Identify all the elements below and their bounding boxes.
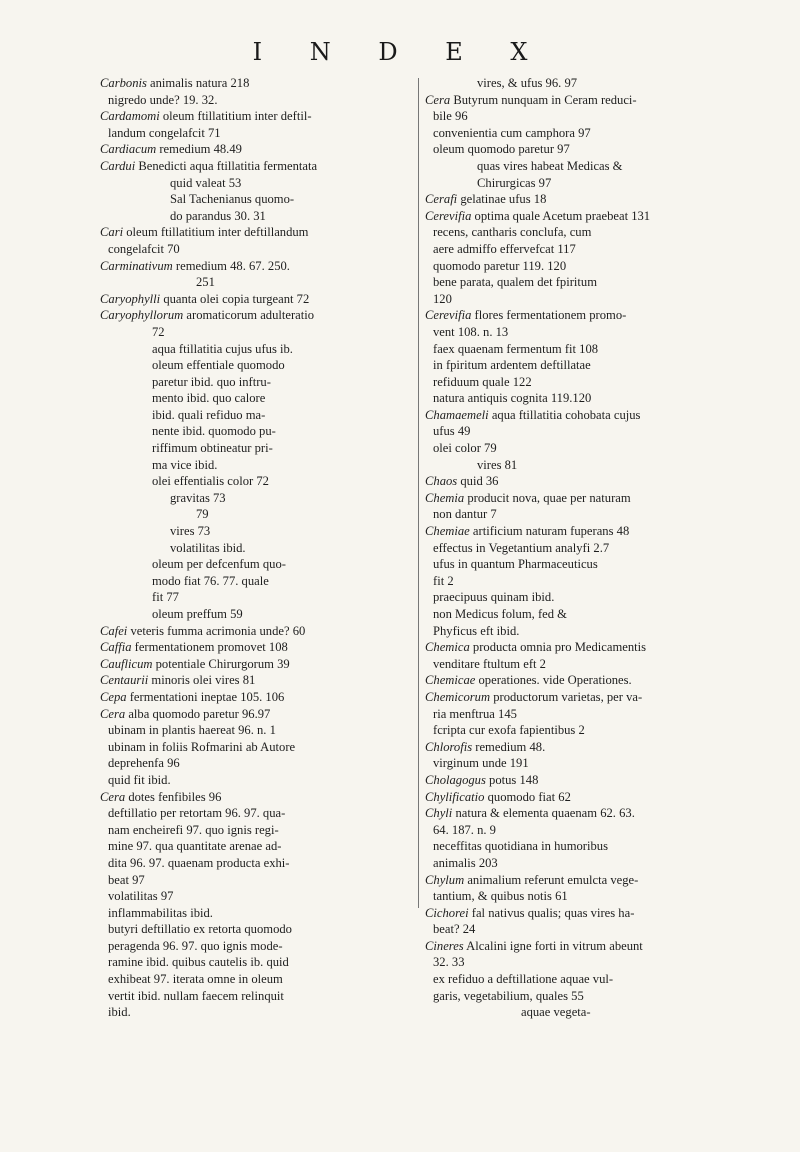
index-line: [100, 822, 412, 839]
index-entry-text: remedium 48.: [472, 739, 546, 754]
index-line: [425, 75, 747, 92]
index-entry-text: ramine ibid. quibus cautelis ib. quid: [108, 955, 289, 970]
index-entry-text: ria menftrua 145: [433, 706, 517, 721]
index-entry-text: gelatinae ufus 18: [457, 192, 547, 207]
index-entry-text: aere admiffo effervefcat 117: [433, 241, 576, 256]
index-entry-text: butyri deftillatio ex retorta quomodo: [108, 922, 292, 937]
index-keyword: Cepa: [100, 689, 127, 704]
index-line: [425, 158, 747, 175]
index-entry-text: peragenda 96. 97. quo ignis mode-: [108, 938, 283, 953]
index-entry-text: Alcalini igne forti in vitrum abeunt: [463, 938, 643, 953]
index-line: [425, 141, 747, 158]
index-entry-text: nigredo unde? 19. 32.: [108, 92, 218, 107]
index-entry-text: praecipuus quinam ibid.: [433, 590, 555, 605]
index-line: [100, 789, 412, 806]
index-line: [100, 905, 412, 922]
index-line: [425, 838, 747, 855]
index-entry-text: operationes. vide Operationes.: [475, 673, 632, 688]
index-entry-text: vertit ibid. nullam faecem relinquit: [108, 988, 284, 1003]
index-entry-text: quomodo fiat 62: [484, 789, 571, 804]
index-line: [425, 722, 747, 739]
index-entry-text: tantium, & quibus notis 61: [433, 889, 568, 904]
index-line: [100, 672, 412, 689]
index-line: [100, 92, 412, 109]
index-entry-text: oleum ftillatitium inter deftil-: [159, 109, 312, 124]
index-line: [100, 324, 412, 341]
index-line: [425, 274, 747, 291]
index-entry-text: fit 2: [433, 573, 454, 588]
index-entry-text: non dantur 7: [433, 507, 497, 522]
index-line: [100, 141, 412, 158]
index-entry-text: fal nativus qualis; quas vires ha-: [468, 905, 635, 920]
index-line: [425, 573, 747, 590]
index-entry-text: potentiale Chirurgorum 39: [152, 656, 290, 671]
index-line: [100, 258, 412, 275]
index-line: [100, 573, 412, 590]
index-entry-text: 251: [196, 275, 215, 290]
index-line: [425, 689, 747, 706]
index-keyword: Caryophylli: [100, 291, 161, 306]
index-entry-text: ufus 49: [433, 424, 471, 439]
index-line: [100, 75, 412, 92]
index-line: [425, 258, 747, 275]
index-line: [100, 722, 412, 739]
index-entry-text: oleum per defcenfum quo-: [152, 557, 286, 572]
index-entry-text: productorum varietas, per va-: [490, 689, 643, 704]
index-line: [100, 589, 412, 606]
index-line: [100, 423, 412, 440]
index-line: [425, 639, 747, 656]
index-line: [425, 175, 747, 192]
index-line: [100, 656, 412, 673]
index-line: [100, 457, 412, 474]
index-entry-text: animalis natura 218: [146, 76, 250, 90]
index-line: [425, 1004, 747, 1021]
index-line: [100, 855, 412, 872]
index-entry-text: 120: [433, 291, 452, 306]
index-entry-text: congelafcit 70: [108, 241, 180, 256]
index-keyword: Cerevifia: [425, 208, 472, 223]
index-line: [425, 789, 747, 806]
index-line: [100, 639, 412, 656]
index-entry-text: Phyficus eft ibid.: [433, 623, 520, 638]
index-entry-text: 64. 187. n. 9: [433, 822, 496, 837]
index-line: [425, 291, 747, 308]
index-keyword: Carminativum: [100, 258, 173, 273]
index-entry-text: potus 148: [485, 772, 539, 787]
index-entry-text: beat 97: [108, 872, 145, 887]
index-entry-text: landum congelafcit 71: [108, 125, 221, 140]
index-entry-text: inflammabilitas ibid.: [108, 905, 213, 920]
index-keyword: Chamaemeli: [425, 407, 489, 422]
index-keyword: Cardamomi: [100, 109, 160, 124]
index-keyword: Chemiae: [425, 524, 470, 539]
index-entry-text: bene parata, qualem det fpiritum: [433, 275, 598, 290]
index-entry-text: quid fit ibid.: [108, 772, 171, 787]
index-keyword: Caryophyllorum: [100, 308, 184, 323]
index-keyword: Caffia: [100, 640, 132, 655]
index-entry-text: oleum effentiale quomodo: [152, 358, 285, 373]
index-line: [100, 805, 412, 822]
index-keyword: Cera: [425, 92, 451, 107]
index-line: [100, 954, 412, 971]
index-line: [425, 988, 747, 1005]
index-line: [425, 706, 747, 723]
index-entry-text: faex quaenam fermentum fit 108: [433, 341, 599, 356]
index-entry-text: 79: [196, 507, 209, 522]
index-line: [100, 175, 412, 192]
index-entry-text: virginum unde 191: [433, 756, 529, 771]
index-entry-text: alba quomodo paretur 96.97: [125, 706, 271, 721]
index-line: [100, 490, 412, 507]
index-keyword: Chyli: [425, 806, 453, 821]
page-header: I N D E X: [252, 38, 548, 66]
index-line: [100, 125, 412, 142]
index-line: [100, 208, 412, 225]
index-entry-text: ex refiduo a deftillatione aquae vul-: [433, 972, 614, 987]
index-line: [425, 407, 747, 424]
right-column: [425, 75, 747, 1021]
index-line: [100, 158, 412, 175]
index-entry-text: deprehenfa 96: [108, 756, 180, 771]
index-entry-text: riffimum obtineatur pri-: [152, 441, 273, 456]
index-line: [425, 772, 747, 789]
index-line: [425, 938, 747, 955]
index-entry-text: effectus in Vegetantium analyfi 2.7: [433, 540, 610, 555]
index-line: [425, 241, 747, 258]
index-entry-text: venditare ftultum eft 2: [433, 656, 546, 671]
index-entry-text: animalium referunt emulcta vege-: [464, 872, 639, 887]
index-line: [100, 971, 412, 988]
index-line: [100, 407, 412, 424]
index-line: [425, 822, 747, 839]
index-keyword: Chemicae: [425, 673, 476, 688]
index-keyword: Cera: [100, 789, 126, 804]
index-entry-text: gravitas 73: [170, 490, 226, 505]
index-entry-text: artificium naturam fuperans 48: [469, 524, 630, 539]
index-keyword: Cardiacum: [100, 142, 157, 157]
index-entry-text: oleum quomodo paretur 97: [433, 142, 570, 157]
index-keyword: Chemia: [425, 490, 465, 505]
index-line: [425, 739, 747, 756]
index-line: [100, 739, 412, 756]
index-line: [100, 473, 412, 490]
index-entry-text: aquae vegeta-: [521, 1005, 591, 1020]
index-entry-text: vires 81: [477, 457, 518, 472]
index-line: [425, 440, 747, 457]
index-entry-text: producta omnia pro Medicamentis: [469, 640, 647, 655]
index-entry-text: nente ibid. quomodo pu-: [152, 424, 276, 439]
index-line: [425, 971, 747, 988]
index-line: [425, 357, 747, 374]
index-line: [425, 324, 747, 341]
index-entry-text: olei effentialis color 72: [152, 474, 269, 489]
index-line: [425, 191, 747, 208]
index-line: [100, 1004, 412, 1021]
index-entry-text: oleum preffum 59: [152, 607, 243, 621]
index-keyword: Chaos: [425, 474, 458, 489]
index-line: [100, 341, 412, 358]
index-line: [100, 706, 412, 723]
index-entry-text: nam encheirefi 97. quo ignis regi-: [108, 822, 279, 837]
index-entry-text: neceffitas quotidiana in humoribus: [433, 839, 608, 854]
index-line: [425, 755, 747, 772]
index-keyword: Cauflicum: [100, 656, 153, 671]
index-line: [100, 440, 412, 457]
index-entry-text: fit 77: [152, 590, 179, 605]
index-entry-text: 32. 33: [433, 955, 465, 970]
index-entry-text: recens, cantharis conclufa, cum: [433, 225, 592, 240]
index-entry-text: garis, vegetabilium, quales 55: [433, 988, 584, 1003]
index-entry-text: vent 108. n. 13: [433, 324, 509, 339]
index-entry-text: convenientia cum camphora 97: [433, 125, 591, 140]
index-line: [425, 540, 747, 557]
index-entry-text: veteris fumma acrimonia unde? 60: [127, 623, 306, 638]
index-line: [425, 523, 747, 540]
index-line: [100, 888, 412, 905]
index-entry-text: fermentationem promovet 108: [131, 640, 288, 655]
index-line: [425, 623, 747, 640]
index-entry-text: mine 97. qua quantitate arenae ad-: [108, 839, 282, 854]
index-entry-text: fcripta cur exofa fapientibus 2: [433, 723, 585, 738]
index-line: [425, 108, 747, 125]
index-keyword: Chylificatio: [425, 789, 485, 804]
index-entry-text: bile 96: [433, 109, 468, 124]
index-entry-text: Benedicti aqua ftillatitia fermentata: [135, 158, 318, 173]
left-column: [100, 75, 412, 1021]
index-entry-text: fermentationi ineptae 105. 106: [126, 689, 285, 704]
index-line: [425, 872, 747, 889]
index-keyword: Chlorofis: [425, 739, 473, 754]
index-entry-text: 72: [152, 324, 165, 339]
index-line: [425, 457, 747, 474]
index-keyword: Cineres: [425, 938, 464, 953]
index-entry-text: quid valeat 53: [170, 175, 242, 190]
index-line: [100, 689, 412, 706]
index-line: [100, 938, 412, 955]
index-line: [425, 589, 747, 606]
index-keyword: Cari: [100, 225, 124, 240]
index-entry-text: quid 36: [457, 474, 499, 489]
index-line: [100, 224, 412, 241]
index-entry-text: aqua ftillatitia cujus ufus ib.: [152, 341, 293, 356]
index-keyword: Cera: [100, 706, 126, 721]
index-entry-text: in fpiritum ardentem deftillatae: [433, 358, 591, 373]
index-line: [100, 241, 412, 258]
index-line: [100, 108, 412, 125]
index-line: [425, 805, 747, 822]
index-line: [100, 307, 412, 324]
index-line: [100, 374, 412, 391]
index-entry-text: mento ibid. quo calore: [152, 391, 266, 406]
index-keyword: Carbonis: [100, 76, 147, 90]
index-line: [100, 872, 412, 889]
index-line: [425, 888, 747, 905]
index-entry-text: optima quale Acetum praebeat 131: [471, 208, 651, 223]
index-entry-text: deftillatio per retortam 96. 97. qua-: [108, 806, 286, 821]
index-entry-text: ma vice ibid.: [152, 457, 218, 472]
index-line: [425, 855, 747, 872]
index-entry-text: refiduum quale 122: [433, 374, 532, 389]
index-line: [425, 92, 747, 109]
index-line: [100, 755, 412, 772]
index-line: [100, 606, 412, 623]
index-line: [425, 307, 747, 324]
index-line: [425, 556, 747, 573]
index-keyword: Cholagogus: [425, 772, 486, 787]
index-line: [100, 274, 412, 291]
index-line: [100, 772, 412, 789]
index-line: [425, 224, 747, 241]
index-line: [100, 540, 412, 557]
index-keyword: Chemicorum: [425, 689, 491, 704]
index-entry-text: quanta olei copia turgeant 72: [160, 291, 310, 306]
index-entry-text: remedium 48.49: [156, 142, 242, 157]
index-line: [100, 623, 412, 640]
index-entry-text: ibid.: [108, 1005, 131, 1020]
index-line: [100, 191, 412, 208]
index-entry-text: volatilitas 97: [108, 889, 174, 904]
index-keyword: Centaurii: [100, 673, 149, 688]
index-entry-text: quomodo paretur 119. 120: [433, 258, 567, 273]
index-entry-text: vires 73: [170, 524, 211, 539]
index-keyword: Cichorei: [425, 905, 469, 920]
index-keyword: Cafei: [100, 623, 128, 638]
index-entry-text: ubinam in plantis haereat 96. n. 1: [108, 723, 276, 738]
index-line: [100, 506, 412, 523]
index-line: [100, 523, 412, 540]
index-keyword: Cerafi: [425, 192, 458, 207]
index-entry-text: dotes fenfibiles 96: [125, 789, 222, 804]
index-entry-text: quas vires habeat Medicas &: [477, 158, 623, 173]
index-keyword: Cardui: [100, 158, 136, 173]
index-entry-text: oleum ftillatitium inter deftillandum: [123, 225, 309, 240]
index-line: [425, 208, 747, 225]
index-entry-text: beat? 24: [433, 922, 476, 937]
index-entry-text: non Medicus folum, fed &: [433, 607, 567, 621]
index-line: [100, 988, 412, 1005]
index-entry-text: producit nova, quae per naturam: [464, 490, 631, 505]
index-entry-text: Sal Tachenianus quomo-: [170, 192, 295, 207]
index-line: [100, 921, 412, 938]
index-entry-text: ufus in quantum Pharmaceuticus: [433, 557, 598, 572]
index-line: [425, 490, 747, 507]
index-line: [425, 954, 747, 971]
index-line: [425, 506, 747, 523]
index-line: [425, 921, 747, 938]
index-entry-text: aqua ftillatitia cohobata cujus: [488, 407, 641, 422]
index-entry-text: minoris olei vires 81: [148, 673, 256, 688]
index-line: [425, 905, 747, 922]
index-line: [425, 341, 747, 358]
index-line: [425, 672, 747, 689]
index-entry-text: exhibeat 97. iterata omne in oleum: [108, 972, 283, 987]
index-entry-text: Butyrum nunquam in Ceram reduci-: [450, 92, 637, 107]
index-entry-text: aromaticorum adulteratio: [183, 308, 315, 323]
index-entry-text: dita 96. 97. quaenam producta exhi-: [108, 855, 290, 870]
index-line: [100, 390, 412, 407]
index-keyword: Chemica: [425, 640, 470, 655]
index-entry-text: natura & elementa quaenam 62. 63.: [452, 806, 635, 821]
index-entry-text: ubinam in foliis Rofmarini ab Autore: [108, 739, 296, 754]
index-line: [425, 606, 747, 623]
index-line: [100, 357, 412, 374]
index-entry-text: paretur ibid. quo inftru-: [152, 374, 271, 389]
index-entry-text: modo fiat 76. 77. quale: [152, 573, 269, 588]
column-divider: [418, 78, 419, 908]
index-line: [425, 423, 747, 440]
index-line: [425, 473, 747, 490]
index-entry-text: vires, & ufus 96. 97: [477, 76, 578, 90]
index-keyword: Cerevifia: [425, 308, 472, 323]
index-keyword: Chylum: [425, 872, 465, 887]
index-entry-text: ibid. quali refiduo ma-: [152, 407, 266, 422]
index-line: [100, 291, 412, 308]
index-entry-text: flores fermentationem promo-: [471, 308, 627, 323]
index-entry-text: volatilitas ibid.: [170, 540, 246, 555]
index-entry-text: remedium 48. 67. 250.: [172, 258, 290, 273]
index-entry-text: animalis 203: [433, 855, 498, 870]
index-line: [425, 656, 747, 673]
index-line: [425, 390, 747, 407]
index-entry-text: Chirurgicas 97: [477, 175, 552, 190]
index-entry-text: do parandus 30. 31: [170, 208, 266, 223]
index-entry-text: natura antiquis cognita 119.120: [433, 391, 592, 406]
index-line: [100, 556, 412, 573]
index-line: [425, 125, 747, 142]
index-line: [100, 838, 412, 855]
index-entry-text: olei color 79: [433, 441, 497, 456]
index-line: [425, 374, 747, 391]
